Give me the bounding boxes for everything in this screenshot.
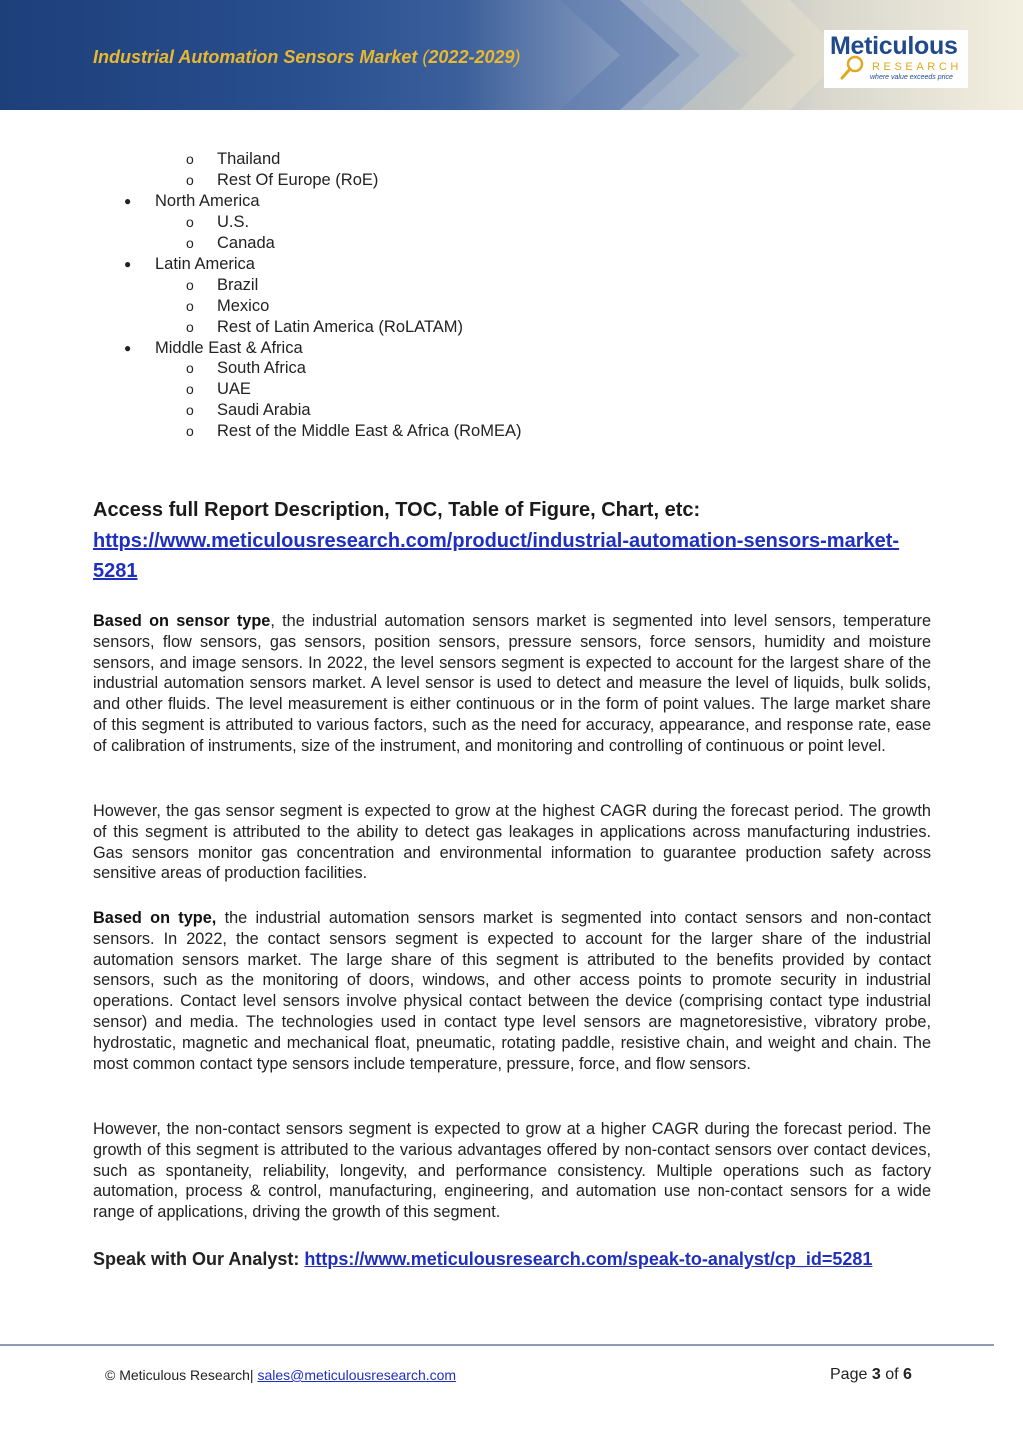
company-logo [824,30,968,88]
paragraph-lead: Based on type, [93,909,217,927]
logo-subtitle: RESEARCH [872,61,962,73]
list-item: Rest of the Middle East & Africa (RoMEA) [217,422,522,440]
paragraph-sensor-type [93,611,931,757]
sub-bullet-icon: o [186,172,194,188]
sub-bullet-icon: o [186,298,194,314]
speak-with-analyst [93,1247,931,1271]
list-item: Rest Of Europe (RoE) [217,171,379,189]
footer-copyright [105,1367,456,1383]
sub-bullet-icon: o [186,319,194,335]
list-item-region: Middle East & Africa [155,339,303,357]
paragraph-body: the industrial automation sensors market is segmented into contact sensors and non-contact sensors. In 2022, the contact sensors segment is expected to account for the larger share of the industrial automation sensors market. The large share of this segment is attributed to the benefits provided by contact sensors, such as the monitoring of doors, windows, and other access points to promote security in industrial operations. Contact level sensors involve physical contact between the device (comprising contact type industrial sensor) and media. The technologies used in contact type level sensors are magnetoresistive, vibratory probe, hydrostatic, magnetic and mechanical float, pneumatic, rotating paddle, resistive chain, and weight and chain. The most common contact type sensors include temperature, pressure, force, and flow sensors. [93,909,932,1073]
header-banner [0,0,1023,110]
logo-magnifier-icon [824,30,870,82]
bullet-icon: ● [124,257,132,271]
paragraph-gas-sensor: However, the gas sensor segment is expected to grow at the highest CAGR during the forecast period. The growth of this segment is attributed to the ability to detect gas leakages in applications across manufacturing industries. Gas sensors monitor gas concentration and environmental information to guarantee production safety across sensitive areas of production facilities. [93,802,931,883]
sub-bullet-icon: o [186,423,194,439]
bullet-icon: ● [124,341,132,355]
sub-bullet-icon: o [186,214,194,230]
bullet-icon: ● [124,194,132,208]
sub-bullet-icon: o [186,402,194,418]
list-item: South Africa [217,359,306,377]
list-item-region: North America [155,192,260,210]
paragraph-body: , the industrial automation sensors market is segmented into level sensors, temperature sensors, flow sensors, gas sensors, position sensors, pressure sensors, force sensors, humidity and moisture sensors, and image sensors. In 2022, the level sensors segment is expected to account for the largest share of the industrial automation sensors market. A level sensor is used to detect and measure the level of liquids, bulk solids, and other fluids. The level measurement is either continuous or in the form of point values. The large market share of this segment is attributed to various factors, such as the need for accuracy, appearance, and response rate, ease of calibration of instruments, size of the instrument, and monitoring and controlling of continuous or point level. [93,612,931,755]
list-item: Mexico [217,297,270,315]
page-number: Page 3 of 6 [830,1366,912,1383]
sub-bullet-icon: o [186,360,194,376]
paragraph-lead: Based on sensor type [93,612,271,630]
document-title: Industrial Automation Sensors Market (2022-2029) [93,47,521,67]
sub-bullet-icon: o [186,235,194,251]
page-current: 3 [871,1366,881,1383]
list-item: Thailand [217,150,281,168]
sub-bullet-icon: o [186,277,194,293]
paragraph-type [93,908,931,1074]
list-item: UAE [217,380,251,398]
copyright-text: © Meticulous Research| [105,1367,254,1383]
list-item-region: Latin America [155,255,255,273]
sub-bullet-icon: o [186,381,194,397]
access-report-heading: Access full Report Description, TOC, Table of Figure, Chart, etc: [93,499,701,521]
email-link[interactable]: sales@meticulousresearch.com [257,1367,457,1383]
speak-label: Speak with Our Analyst: [93,1249,300,1269]
sub-bullet-icon: o [186,151,194,167]
list-item: Canada [217,234,275,252]
report-link[interactable]: https://www.meticulousresearch.com/product/industrial-automation-sensors-market-5281 [93,530,900,582]
list-item: Brazil [217,276,259,294]
paragraph-non-contact: However, the non-contact sensors segment is expected to grow at a higher CAGR during the forecast period. The growth of this segment is attributed to the various advantages offered by non-contact sensors over contact devices, such as spontaneity, reliability, longevity, and performance consistency. Multiple operations such as factory automation, process & control, manufacturing, engineering, and automation use non-contact sensors for a wide range of applications, driving the growth of this segment. [93,1120,931,1222]
logo-wordmark: Meticulous [830,32,958,60]
list-item: Rest of Latin America (RoLATAM) [217,318,464,336]
page-total: 6 [902,1366,912,1383]
footer-divider [0,1344,994,1346]
list-item: U.S. [217,213,250,231]
list-item: Saudi Arabia [217,401,311,419]
logo-tagline: where value exceeds price [870,74,953,81]
analyst-link[interactable]: https://www.meticulousresearch.com/speak-to-analyst/cp_id=5281 [304,1249,873,1269]
